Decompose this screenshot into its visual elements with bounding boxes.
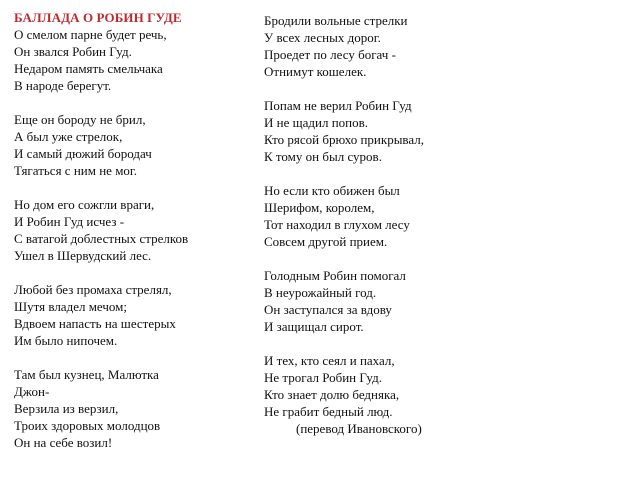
stanza-8: [264, 182, 624, 250]
verse-line: Проедет по лесу богач -: [264, 47, 396, 62]
verse-line: И самый дюжий бородач: [14, 146, 152, 161]
verse-line: Голодным Робин помогал: [264, 268, 406, 283]
verse-line: К тому он был суров.: [264, 149, 382, 164]
stanza-gap: [264, 165, 624, 182]
right-column: [264, 12, 624, 437]
verse-line: И тех, кто сеял и пахал,: [264, 353, 395, 368]
verse-line: Джон-: [14, 384, 50, 399]
verse-line: Отнимут кошелек.: [264, 64, 367, 79]
verse-line: Не трогал Робин Гуд.: [264, 370, 382, 385]
verse-line: Он заступался за вдову: [264, 302, 392, 317]
verse-line: В неурожайный год.: [264, 285, 377, 300]
verse-line: Совсем другой прием.: [264, 234, 388, 249]
verse-line: В народе берегут.: [14, 78, 112, 93]
stanza-7: [264, 97, 624, 165]
verse-line: И не щадил попов.: [264, 115, 369, 130]
verse-line: А был уже стрелок,: [14, 129, 123, 144]
verse-line: Ушел в Шервудский лес.: [14, 248, 152, 263]
verse-line: О смелом парне будет речь,: [14, 27, 167, 42]
verse-line: Но дом его сожгли враги,: [14, 197, 155, 212]
verse-line: Бродили вольные стрелки: [264, 13, 408, 28]
stanza-gap: [264, 80, 624, 97]
verse-line: Тот находил в глухом лесу: [264, 217, 410, 232]
verse-line: Но если кто обижен был: [264, 183, 400, 198]
stanza-gap: [264, 250, 624, 267]
stanza-9: [264, 267, 624, 335]
verse-line: Любой без промаха стрелял,: [14, 282, 172, 297]
verse-line: Он звался Робин Гуд.: [14, 44, 132, 59]
verse-line: Верзила из верзил,: [14, 401, 119, 416]
verse-line: Недаром память смельчака: [14, 61, 163, 76]
stanza-10: [264, 352, 624, 420]
verse-line: И Робин Гуд исчез -: [14, 214, 125, 229]
stanza-gap: [264, 335, 624, 352]
verse-line: Попам не верил Робин Гуд: [264, 98, 412, 113]
verse-line: Кто знает долю бедняка,: [264, 387, 400, 402]
translator-credit: (перевод Ивановского): [296, 421, 422, 436]
verse-line: Там был кузнец, Малютка: [14, 367, 159, 382]
verse-line: Еще он бороду не брил,: [14, 112, 146, 127]
verse-line: Он на себе возил!: [14, 435, 113, 450]
verse-line: Не грабит бедный люд.: [264, 404, 393, 419]
verse-line: Кто рясой брюхо прикрывал,: [264, 132, 425, 147]
verse-line: И защищал сирот.: [264, 319, 364, 334]
verse-line: Шутя владел мечом;: [14, 299, 128, 314]
verse-line: У всех лесных дорог.: [264, 30, 381, 45]
verse-line: Тягаться с ним не мог.: [14, 163, 138, 178]
verse-line: С ватагой доблестных стрелков: [14, 231, 189, 246]
verse-line: Шерифом, королем,: [264, 200, 375, 215]
verse-line: Вдвоем напасть на шестерых: [14, 316, 176, 331]
poem-title: БАЛЛАДА О РОБИН ГУДЕ: [14, 10, 182, 25]
stanza-6: [264, 12, 624, 80]
verse-line: Троих здоровых молодцов: [14, 418, 161, 433]
verse-line: Им было нипочем.: [14, 333, 118, 348]
